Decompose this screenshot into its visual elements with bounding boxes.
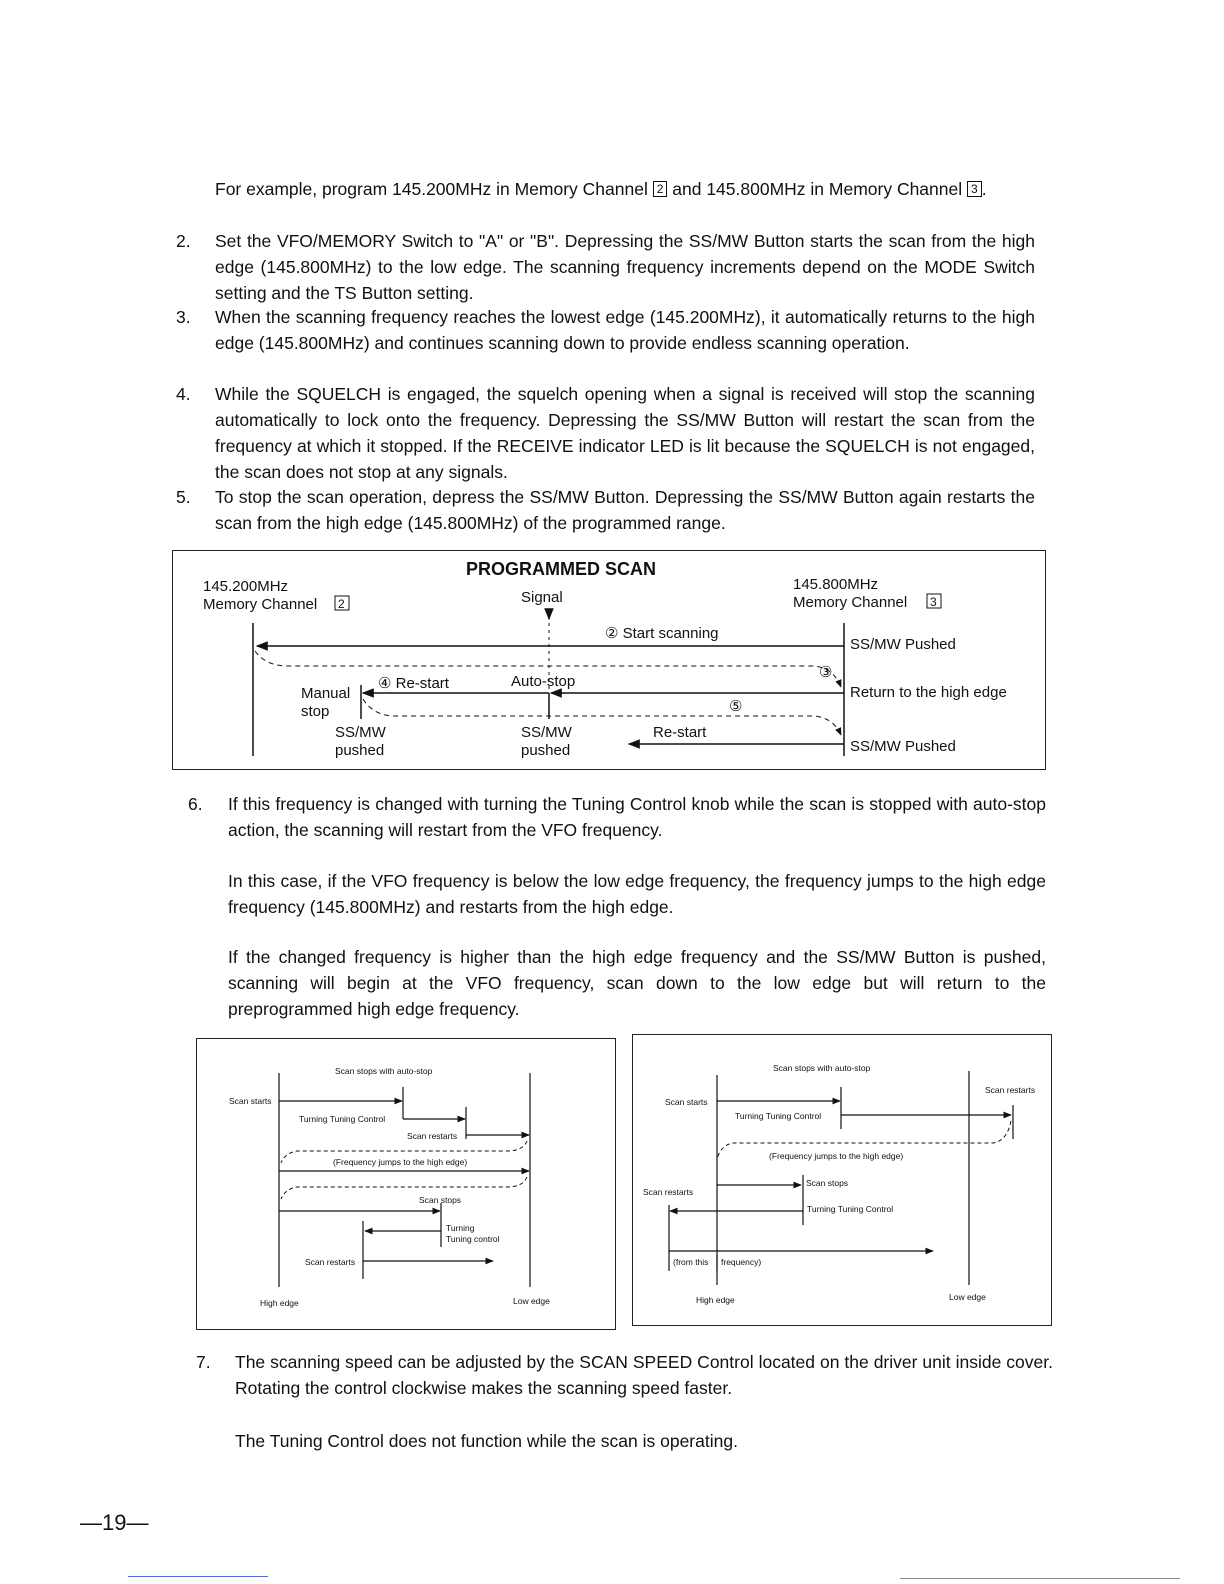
memory-channel-2-badge: 2: [653, 181, 668, 197]
high-ch-number: 3: [930, 595, 937, 609]
left-scan-stops: Scan stops: [419, 1195, 462, 1205]
low-freq-label: 145.200MHz: [203, 578, 289, 595]
stop-label: stop: [301, 703, 330, 720]
pushed-label-1: pushed: [335, 742, 385, 759]
item-6-number: 6.: [188, 794, 203, 814]
left-freq-jumps: (Frequency jumps to the high edge): [333, 1157, 468, 1167]
item-4-number: 4.: [176, 384, 191, 404]
right-scan-restarts-top: Scan restarts: [985, 1085, 1036, 1095]
right-turning: Turning Tuning Control: [735, 1111, 822, 1121]
item-6-para-3: If the changed frequency is higher than the high edge frequency and the SS/MW Button is pushed, scanning will begin at the VFO frequency, scan down to the low edge but will return to the preprogrammed high edge frequency.: [228, 947, 1046, 1019]
intro-text-3: .: [981, 179, 987, 199]
left-scan-starts: Scan starts: [229, 1096, 272, 1106]
right-from-this: (from this: [673, 1257, 709, 1267]
left-turning: Turning Tuning Control: [299, 1114, 386, 1124]
signal-label: Signal: [521, 589, 563, 606]
intro-paragraph: [215, 176, 1035, 204]
item-5-number: 5.: [176, 487, 191, 507]
left-turning-2b: Tuning control: [446, 1234, 500, 1244]
restart-label: Re-start: [653, 724, 707, 741]
item-6-para-2: In this case, if the VFO frequency is below the low edge frequency, the frequency jumps to the high edge frequency (145.800MHz) and restarts from the high edge.: [228, 871, 1046, 917]
ssmw-label-1: SS/MW: [335, 724, 386, 741]
item-3-text: When the scanning frequency reaches the lowest edge (145.200MHz), it automatically returns to the high edge (145.800MHz) and continues scanning down to provide endless scanning operation.: [215, 307, 1035, 353]
programmed-scan-diagram: [172, 550, 1046, 770]
restart-4-label: ④ Re-start: [378, 675, 449, 692]
memory-channel-3-badge: 3: [967, 181, 982, 197]
high-mem-label: Memory Channel: [793, 594, 908, 611]
left-title: Scan stops with auto-stop: [335, 1066, 433, 1076]
right-low-edge: Low edge: [949, 1292, 986, 1302]
item-7-number: 7.: [196, 1352, 211, 1372]
return-high-label: Return to the high edge: [850, 684, 1007, 701]
item-4-text: While the SQUELCH is engaged, the squelch opening when a signal is received will stop the scanning automatically to lock onto the frequency. Depressing the SS/MW Button will restart the scan from the frequency at which it stopped. If the RECEIVE indicator LED is lit because the SQUELCH is not engaged, the scan does not stop at any signals.: [215, 384, 1035, 482]
manual-label: Manual: [301, 685, 351, 702]
right-freq-jumps: (Frequency jumps to the high edge): [769, 1151, 904, 1161]
restart-dashed-path: [363, 699, 841, 735]
item-7-para-2: The Tuning Control does not function while the scan is operating.: [235, 1431, 738, 1451]
right-scan-starts: Scan starts: [665, 1097, 708, 1107]
ssmw-pushed-2-label: SS/MW Pushed: [850, 738, 956, 755]
left-scan-restarts-2: Scan restarts: [305, 1257, 356, 1267]
intro-text-1: For example, program 145.200MHz in Memory Channel: [215, 179, 653, 199]
page-number: —19—: [80, 1510, 149, 1535]
autostop-label: Auto-stop: [511, 673, 576, 690]
right-scan-stops: Scan stops: [806, 1178, 849, 1188]
left-low-edge: Low edge: [513, 1296, 550, 1306]
right-frequency: frequency): [721, 1257, 762, 1267]
pushed-label-2: pushed: [521, 742, 571, 759]
left-high-edge: High edge: [260, 1298, 299, 1308]
right-scan-restarts: Scan restarts: [643, 1187, 694, 1197]
ssmw-label-2: SS/MW: [521, 724, 572, 741]
footer-rule-right: [900, 1578, 1180, 1579]
diagram-title: PROGRAMMED SCAN: [466, 559, 657, 579]
ssmw-pushed-1-label: SS/MW Pushed: [850, 636, 956, 653]
item-7-para-1: The scanning speed can be adjusted by the SCAN SPEED Control located on the driver unit inside cover. Rotating the control clockwise makes the scanning speed faster.: [235, 1352, 1053, 1398]
item-2-number: 2.: [176, 231, 191, 251]
low-ch-number: 2: [338, 597, 345, 611]
right-high-edge: High edge: [696, 1295, 735, 1305]
item-6-para-1: If this frequency is changed with turning the Tuning Control knob while the scan is stopped with auto-stop action, the scanning will restart from the VFO frequency.: [228, 794, 1046, 840]
scan-diagram-left-svg: [197, 1039, 615, 1329]
left-dashed-2: [281, 1177, 527, 1199]
circle-3-label: ③: [819, 664, 833, 681]
programmed-scan-svg: [173, 551, 1045, 769]
footer-rule: [128, 1576, 268, 1577]
start-scanning-label: ② Start scanning: [605, 625, 719, 642]
high-freq-label: 145.800MHz: [793, 576, 879, 593]
scan-diagram-right-svg: [633, 1035, 1051, 1325]
intro-text-2: and 145.800MHz in Memory Channel: [667, 179, 967, 199]
item-3-number: 3.: [176, 307, 191, 327]
scan-diagram-left: [196, 1038, 616, 1330]
scan-diagram-right: [632, 1034, 1052, 1326]
left-scan-restarts: Scan restarts: [407, 1131, 458, 1141]
item-2-text: Set the VFO/MEMORY Switch to "A" or "B". Depressing the SS/MW Button starts the scan from the high edge (145.800MHz) to the low edge. The scanning frequency increments depend on the MODE Switch setting and the TS Button setting.: [215, 231, 1035, 303]
circle-5-label: ⑤: [729, 698, 743, 715]
item-5-text: To stop the scan operation, depress the SS/MW Button. Depressing the SS/MW Button again restarts the scan from the high edge (145.800MHz) of the programmed range.: [215, 487, 1035, 533]
left-turning-2a: Turning: [446, 1223, 475, 1233]
right-title: Scan stops with auto-stop: [773, 1063, 871, 1073]
low-mem-label: Memory Channel: [203, 596, 318, 613]
right-turning-2: Turning Tuning Control: [807, 1204, 894, 1214]
